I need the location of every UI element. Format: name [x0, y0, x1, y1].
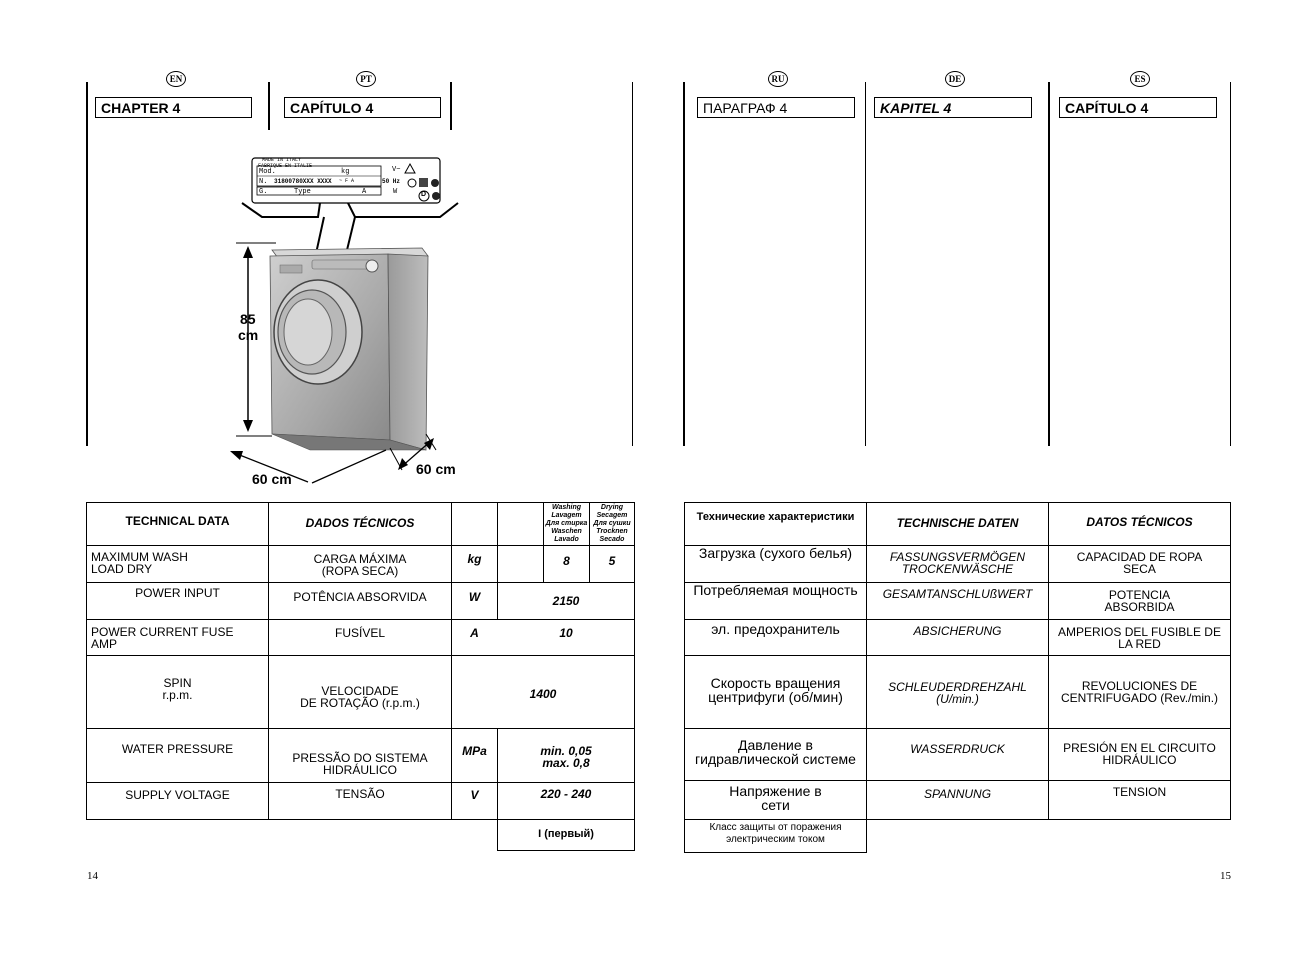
water-de: WASSERDRUCK: [910, 742, 1005, 756]
plate-mod: Mod.: [259, 168, 276, 176]
header-drying: Drying Secagem Для сушки Trocknen Secado: [593, 504, 631, 543]
spin-value: 1400: [529, 687, 557, 701]
table-rule: [86, 619, 635, 620]
column-rule: [1230, 82, 1231, 446]
spin-de: SCHLEUDERDREHZAHL (U/min.): [888, 680, 1027, 706]
voltage-de: SPANNUNG: [923, 787, 992, 801]
spin-pt: VELOCIDADE DE ROTAÇÃO (r.p.m.): [300, 684, 420, 710]
width-label-front: 60 cm: [252, 471, 292, 487]
plate-a: A: [362, 188, 367, 196]
header-dados-tecnicos: DADOS TÉCNICOS: [305, 516, 415, 530]
plate-n: N.: [259, 178, 268, 186]
plate-line-1: MADE IN ITALY: [262, 157, 302, 163]
language-badge-ru: RU: [768, 71, 788, 87]
header-washing: Washing Lavagem Для стирка Waschen Lavado: [545, 504, 588, 543]
load-en: MAXIMUM WASH LOAD DRY: [91, 550, 188, 576]
table-rule: [497, 850, 635, 851]
load-unit: kg: [467, 552, 482, 566]
fuse-value: 10: [559, 626, 573, 640]
fuse-es: AMPERIOS DEL FUSIBLE DE LA RED: [1058, 625, 1221, 651]
column-rule: [86, 82, 88, 446]
voltage-unit: V: [470, 788, 479, 802]
plate-type: Type: [294, 188, 311, 196]
spin-es: REVOLUCIONES DE CENTRIFUGADO (Rev./min.): [1060, 679, 1219, 705]
water-unit: MPa: [462, 744, 487, 758]
load-ru: Загрузка (сухого белья): [698, 545, 853, 561]
page-number-right: 15: [1220, 870, 1231, 882]
height-unit: cm: [238, 327, 259, 343]
table-rule: [451, 502, 452, 819]
load-de: FASSUNGSVERMÖGEN TROCKENWÄSCHE: [889, 550, 1026, 576]
table-rule: [684, 852, 867, 853]
table-rule: [684, 728, 1231, 729]
table-rule: [86, 582, 635, 583]
spin-en: SPIN r.p.m.: [162, 676, 193, 702]
power-en: POWER INPUT: [135, 586, 220, 600]
plate-hz: 50 Hz: [382, 178, 401, 185]
spin-ru: Скорость вращения центрифуги (об/мин): [708, 675, 843, 705]
power-de: GESAMTANSCHLUßWERT: [882, 587, 1033, 601]
column-rule: [450, 82, 452, 130]
load-pt: CARGA MÁXIMA (ROPA SECA): [313, 552, 407, 578]
chapter-heading-pt: CAPÍTULO 4: [284, 97, 441, 118]
language-badge-es: ES: [1130, 71, 1150, 87]
language-badge-pt: PT: [356, 71, 376, 87]
plate-g: G.: [259, 188, 268, 196]
table-rule: [684, 780, 1231, 781]
voltage-value: 220 - 240: [540, 787, 592, 801]
power-pt: POTÊNCIA ABSORVIDA: [293, 590, 427, 604]
plate-line-2: FABRIQUE EN ITALIE: [258, 163, 313, 169]
column-rule: [632, 82, 633, 446]
language-badge-en: EN: [166, 71, 186, 87]
column-rule: [268, 82, 270, 130]
fuse-ru: эл. предохранитель: [711, 621, 840, 637]
table-rule: [86, 655, 635, 656]
fuse-de: ABSICHERUNG: [913, 624, 1002, 638]
chapter-heading-en: CHAPTER 4: [95, 97, 252, 118]
fuse-en: POWER CURRENT FUSE AMP: [91, 625, 234, 651]
water-pt: PRESSÃO DO SISTEMA HIDRÁULICO: [292, 751, 428, 777]
power-unit: W: [468, 590, 481, 604]
chapter-heading-es: CAPÍTULO 4: [1059, 97, 1217, 118]
table-rule: [634, 502, 635, 850]
header-tech-de: TECHNISCHE DATEN: [896, 516, 1019, 530]
header-tech-es: DATOS TÉCNICOS: [1086, 515, 1193, 529]
plate-serial: 31800780XXX XXXX: [274, 178, 332, 185]
table-rule: [684, 819, 1231, 820]
plate-mark-d: D: [421, 191, 427, 198]
table-rule: [86, 728, 635, 729]
table-rule: [86, 782, 635, 783]
table-rule: [1230, 502, 1231, 819]
power-es: POTENCIA ABSORBIDA: [1104, 588, 1175, 614]
plate-v: V~: [392, 166, 401, 174]
fuse-unit: A: [470, 626, 479, 640]
column-rule: [683, 82, 685, 446]
water-ru: Давление в гидравлической системе: [695, 737, 856, 767]
width-label-side: 60 cm: [416, 461, 456, 477]
voltage-pt: TENSÃO: [335, 787, 385, 801]
column-rule: [1048, 82, 1050, 446]
column-rule: [865, 82, 866, 446]
power-value: 2150: [552, 594, 580, 608]
table-rule: [684, 655, 1231, 656]
voltage-ru: Напряжение в сети: [729, 783, 822, 813]
height-number: 85: [240, 311, 256, 327]
chapter-heading-de: KAPITEL 4: [874, 97, 1032, 118]
load-wash-value: 8: [563, 554, 570, 568]
header-tech-ru: Технические характеристики: [696, 511, 855, 523]
header-technical-data: TECHNICAL DATA: [125, 514, 230, 528]
water-es: PRESIÓN EN EL CIRCUITO HIDRÁULICO: [1063, 741, 1216, 767]
chapter-heading-ru: ПАРАГРАФ 4: [697, 97, 855, 118]
water-en: WATER PRESSURE: [121, 742, 234, 756]
protection-class-ru: Класс защиты от поражения электрическим током: [709, 822, 842, 845]
power-ru: Потребляемая мощность: [693, 582, 858, 598]
page-number-left: 14: [87, 870, 98, 882]
load-dry-value: 5: [608, 554, 616, 568]
plate-w: W: [393, 188, 398, 196]
table-rule: [86, 819, 635, 820]
fuse-pt: FUSÍVEL: [334, 626, 385, 640]
plate-fa: ~ F A: [339, 178, 355, 184]
voltage-es: TENSION: [1112, 785, 1167, 799]
voltage-en: SUPPLY VOLTAGE: [125, 788, 230, 802]
load-es: CAPACIDAD DE ROPA SECA: [1076, 550, 1203, 576]
plate-kg: kg: [341, 168, 350, 176]
protection-class-value: I (первый): [538, 828, 594, 840]
language-badge-de: DE: [945, 71, 965, 87]
water-value: min. 0,05 max. 0,8: [540, 744, 592, 770]
